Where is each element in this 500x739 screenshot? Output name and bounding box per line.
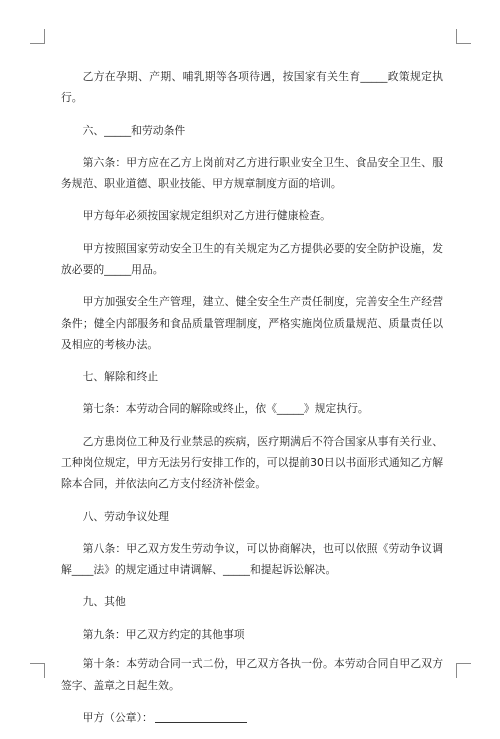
crop-mark-top-right xyxy=(456,29,471,44)
section-heading-6: 六、_____和劳动条件 xyxy=(82,123,186,137)
paragraph-safety-management: 甲方加强安全生产管理，建立、健全安全生产责任制度，完善安全生产经营条件；健全内部服务和食品质量管理制度，严格实施岗位质量规范、质量责任以及相应的考核办法。 xyxy=(61,295,443,352)
signature-line xyxy=(61,707,443,728)
crop-mark-bottom-right xyxy=(456,663,471,678)
paragraph-article-7: 第七条：本劳动合同的解除或终止，依《_____》规定执行。 xyxy=(82,402,369,416)
paragraph-article-10: 第十条：本劳动合同一式二份，甲乙双方各执一份。本劳动合同自甲乙双方签字、盖章之日起生效。 xyxy=(61,657,443,692)
section-heading-8: 八、劳动争议处理 xyxy=(82,509,169,523)
paragraph-maternity: 乙方在孕期、产期、哺乳期等各项待遇，按国家有关生育_____政策规定执行。 xyxy=(61,70,443,105)
section-heading-7: 七、解除和终止 xyxy=(82,370,159,384)
crop-mark-top-left xyxy=(30,29,45,44)
signature-label: 甲方（公章）： xyxy=(82,710,153,724)
paragraph-disease-termination: 乙方患岗位工种及行业禁忌的疾病，医疗期满后不符合国家从事有关行业、工种岗位规定，甲方无法另行安排工作的，可以提前30日以书面形式通知乙方解除本合同，并依法向乙方支付经济补偿金。 xyxy=(61,434,443,491)
section-heading-9: 九、其他 xyxy=(82,595,126,609)
paragraph-health-check: 甲方每年必须按国家规定组织对乙方进行健康检查。 xyxy=(82,209,331,223)
paragraph-article-6: 第六条：甲方应在乙方上岗前对乙方进行职业安全卫生、食品安全卫生、服务规范、职业道德、职业技能、甲方规章制度方面的培训。 xyxy=(61,155,443,191)
document-body xyxy=(61,66,443,739)
paragraph-article-9: 第九条：甲乙双方约定的其他事项 xyxy=(82,627,245,641)
crop-mark-bottom-left xyxy=(30,663,45,678)
paragraph-article-8: 第八条：甲乙双方发生劳动争议，可以协商解决，也可以依照《劳动争议调解____法》的规定通过申请调解、_____和提起诉讼解决。 xyxy=(61,541,443,577)
paragraph-safety-equipment: 甲方按照国家劳动安全卫生的有关规定为乙方提供必要的安全防护设施，发放必要的_____用品。 xyxy=(61,241,443,277)
signature-blank xyxy=(155,710,247,723)
